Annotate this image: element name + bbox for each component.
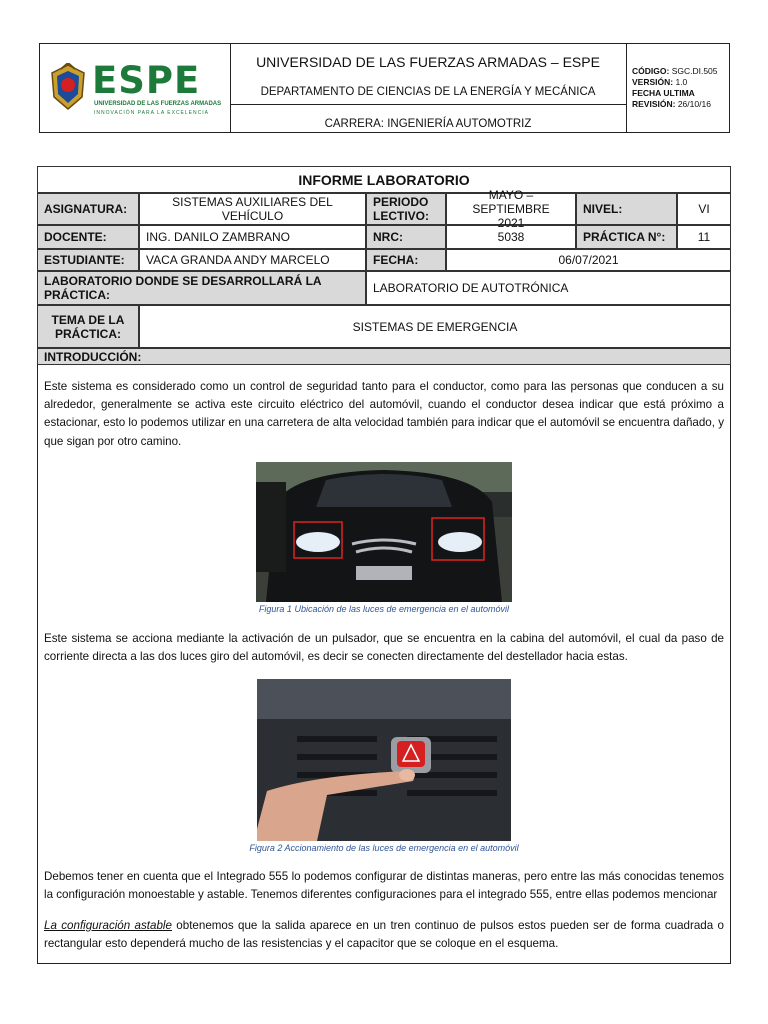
lab-value: LABORATORIO DE AUTOTRÓNICA	[366, 271, 731, 305]
header-titles	[230, 44, 627, 132]
intro-paragraph-3: Debemos tener en cuenta que el Integrado 555 lo podemos configurar de distintas maneras, pero entre las más conocidas tenemos la configuración monoestable y astable. Tenemos diferentes configuraciones para el integrado 555, entre ellas podemos mencionar	[44, 870, 724, 902]
figure-1-car-front-photo	[256, 462, 512, 602]
revision-date-label: FECHA ULTIMA	[632, 88, 695, 98]
teacher-value: ING. DANILO ZAMBRANO	[139, 225, 366, 249]
university-crest-icon	[48, 63, 88, 111]
career-name: CARRERA: INGENIERÍA AUTOMOTRIZ	[324, 118, 532, 130]
date-label: FECHA:	[366, 249, 446, 271]
student-value: VACA GRANDA ANDY MARCELO	[139, 249, 366, 271]
document-control-info	[626, 44, 729, 132]
period-label: PERIODO LECTIVO:	[366, 193, 446, 225]
logo-cell	[40, 44, 231, 132]
intro-paragraph-1: Este sistema es considerado como un control de seguridad tanto para el conductor, como para las personas que conducen a su alrededor, generalmente se activa este circuito eléctrico del automóvil, cuando el conductor desea indicar que está próximo a estacionar, esto lo podemos utilizar en una carretera de alta velocidad también para indicar que el automóvil se encuentra dañado, y que sigan por otro camino.	[44, 380, 724, 448]
figure-2-hazard-button-photo	[257, 679, 511, 841]
topic-value: SISTEMAS DE EMERGENCIA	[139, 305, 731, 348]
revision-label: REVISIÓN:	[632, 99, 676, 109]
version-value: 1.0	[675, 77, 688, 87]
university-name: UNIVERSIDAD DE LAS FUERZAS ARMADAS – ESPE	[256, 54, 600, 70]
logo-wordmark: ESPE	[92, 59, 201, 102]
practice-value: 11	[677, 225, 731, 249]
student-label: ESTUDIANTE:	[37, 249, 139, 271]
teacher-label: DOCENTE:	[37, 225, 139, 249]
nrc-value: 5038	[446, 225, 576, 249]
practice-label: PRÁCTICA N°:	[576, 225, 677, 249]
header-divider	[230, 104, 626, 105]
code-value: SGC.DI.505	[671, 66, 718, 76]
logo-tagline: INNOVACIÓN PARA LA EXCELENCIA	[94, 110, 209, 116]
astable-config-description: obtenemos que la salida aparece en un tren continuo de pulsos estos pueden ser de forma cuadrada o rectangular esto dependerá mucho de las resistencias y el capacitor que se coloque en el esquema.	[44, 919, 724, 951]
revision-date-value: 26/10/16	[677, 99, 711, 109]
code-label: CÓDIGO:	[632, 66, 670, 76]
level-label: NIVEL:	[576, 193, 677, 225]
document-header	[39, 43, 730, 133]
subject-value: SISTEMAS AUXILIARES DEL VEHÍCULO	[139, 193, 366, 225]
figure-1-caption: Figura 1 Ubicación de las luces de emergencia en el automóvil	[258, 604, 510, 614]
lab-label: LABORATORIO DONDE SE DESARROLLARÁ LA PRÁCTICA:	[37, 271, 366, 305]
figure-2-caption: Figura 2 Accionamiento de las luces de emergencia en el automóvil	[249, 843, 519, 853]
date-value: 06/07/2021	[446, 249, 731, 271]
intro-paragraph-2: Este sistema se acciona mediante la activación de un pulsador, que se encuentra en la cabina del automóvil, el cual da paso de corriente directa a las dos luces giro del automóvil, es decir se conecten directamente del destellador hacia estas.	[44, 632, 724, 664]
astable-config-term: La configuración astable	[44, 919, 172, 932]
nrc-label: NRC:	[366, 225, 446, 249]
subject-label: ASIGNATURA:	[37, 193, 139, 225]
topic-label: TEMA DE LA PRÁCTICA:	[37, 305, 139, 348]
period-value: MAYO – SEPTIEMBRE 2021	[446, 193, 576, 225]
intro-paragraph-4	[44, 917, 724, 953]
level-value: VI	[677, 193, 731, 225]
department-name: DEPARTAMENTO DE CIENCIAS DE LA ENERGÍA Y MECÁNICA	[260, 86, 596, 98]
intro-label: INTRODUCCIÓN:	[37, 348, 731, 365]
logo-subtitle: UNIVERSIDAD DE LAS FUERZAS ARMADAS	[94, 101, 222, 107]
report-title: INFORME LABORATORIO	[37, 166, 731, 193]
version-label: VERSIÓN:	[632, 77, 674, 87]
